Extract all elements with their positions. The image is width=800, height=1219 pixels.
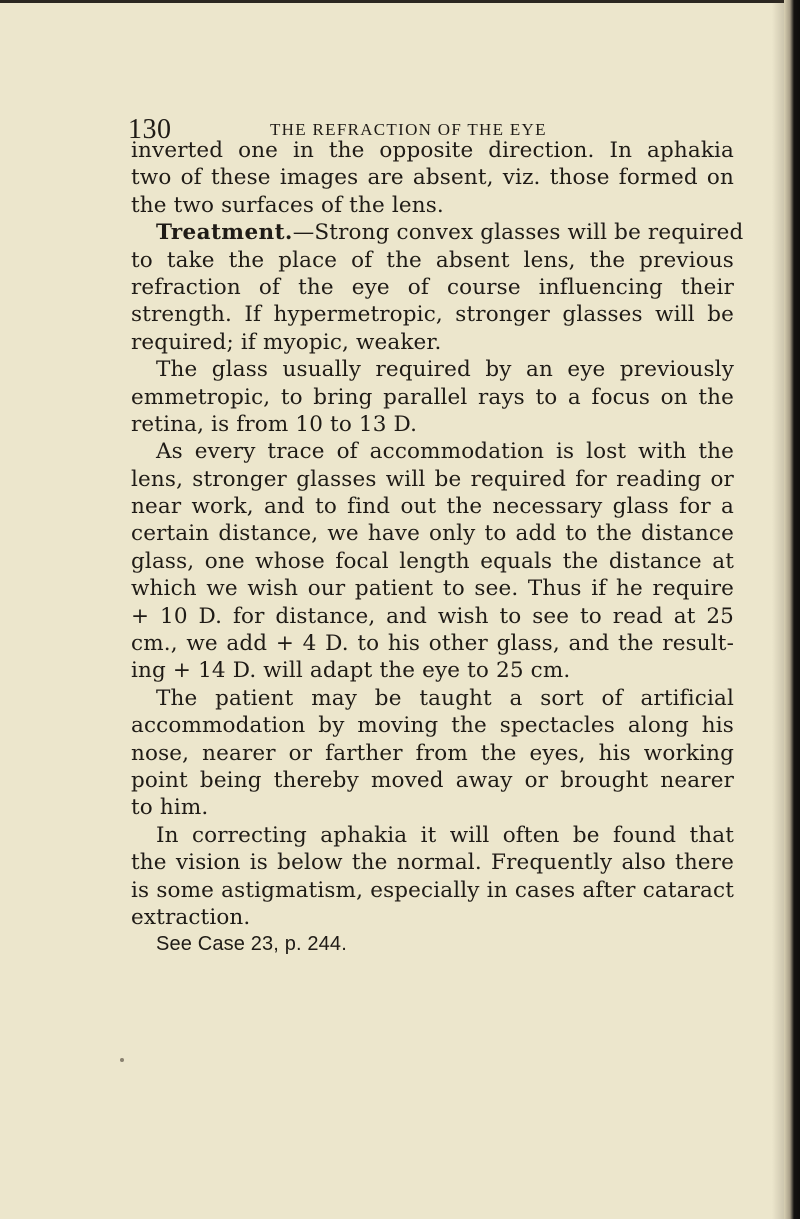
section-heading: Treatment. [156, 220, 293, 246]
text-line: ing + 14 D. will adapt the eye to 25 cm. [131, 658, 571, 684]
text-line: glass, one whose focal length equals the distance at [131, 548, 734, 574]
text-line: two of these images are absent, viz. those formed on [131, 165, 734, 191]
paragraph [131, 438, 763, 685]
text-line: the vision is below the normal. Frequently also there [131, 850, 734, 876]
text-span: —Strong convex glasses will be required [292, 220, 744, 246]
text-line: emmetropic, to bring parallel rays to a focus on the [131, 384, 734, 410]
paragraph [131, 822, 763, 932]
paragraph [131, 219, 763, 356]
text-line: As every trace of accommodation is lost with the [156, 439, 734, 465]
book-binding-edge [784, 0, 800, 1219]
text-line: extraction. [131, 904, 251, 930]
text-line: certain distance, we have only to add to the distance [131, 521, 734, 547]
binding-shadow [772, 0, 784, 1219]
text-line: refraction of the eye of course influencing their [131, 274, 734, 300]
text-line: which we wish our patient to see. Thus if he require [131, 576, 734, 602]
text-line: The patient may be taught a sort of artificial [156, 685, 734, 711]
ink-speck [120, 1058, 124, 1062]
case-reference: See Case 23, p. 244. [156, 933, 347, 956]
text-line: + 10 D. for distance, and wish to see to read at 25 [131, 603, 734, 629]
text-line [131, 219, 744, 246]
text-line: retina, is from 10 to 13 D. [131, 411, 418, 437]
page-number: 130 [128, 114, 172, 145]
text-line: accommodation by moving the spectacles along his [131, 713, 734, 739]
text-line: lens, stronger glasses will be required for reading or [131, 466, 734, 492]
text-line: required; if myopic, weaker. [131, 329, 442, 355]
paragraph [131, 685, 763, 822]
text-line: to take the place of the absent lens, the previous [131, 247, 734, 273]
text-line: The glass usually required by an eye previously [156, 357, 734, 383]
paragraph [131, 137, 763, 219]
text-line: cm., we add + 4 D. to his other glass, and the result- [131, 631, 734, 657]
text-line: near work, and to find out the necessary glass for a [131, 494, 734, 520]
text-line: the two surfaces of the lens. [131, 192, 444, 218]
text-line: point being thereby moved away or brought nearer [131, 767, 734, 793]
text-line: nose, nearer or farther from the eyes, his working [131, 740, 734, 766]
running-title: THE REFRACTION OF THE EYE [270, 120, 547, 139]
text-line: to him. [131, 795, 209, 821]
text-line: is some astigmatism, especially in cases after cataract [131, 877, 734, 903]
text-line: In correcting aphakia it will often be found that [156, 822, 734, 848]
text-line: inverted one in the opposite direction. In aphakia [131, 138, 734, 163]
paragraph [131, 931, 763, 958]
paragraph [131, 356, 763, 438]
text-line: strength. If hypermetropic, stronger glasses will be [131, 302, 734, 328]
page-body [131, 137, 763, 959]
